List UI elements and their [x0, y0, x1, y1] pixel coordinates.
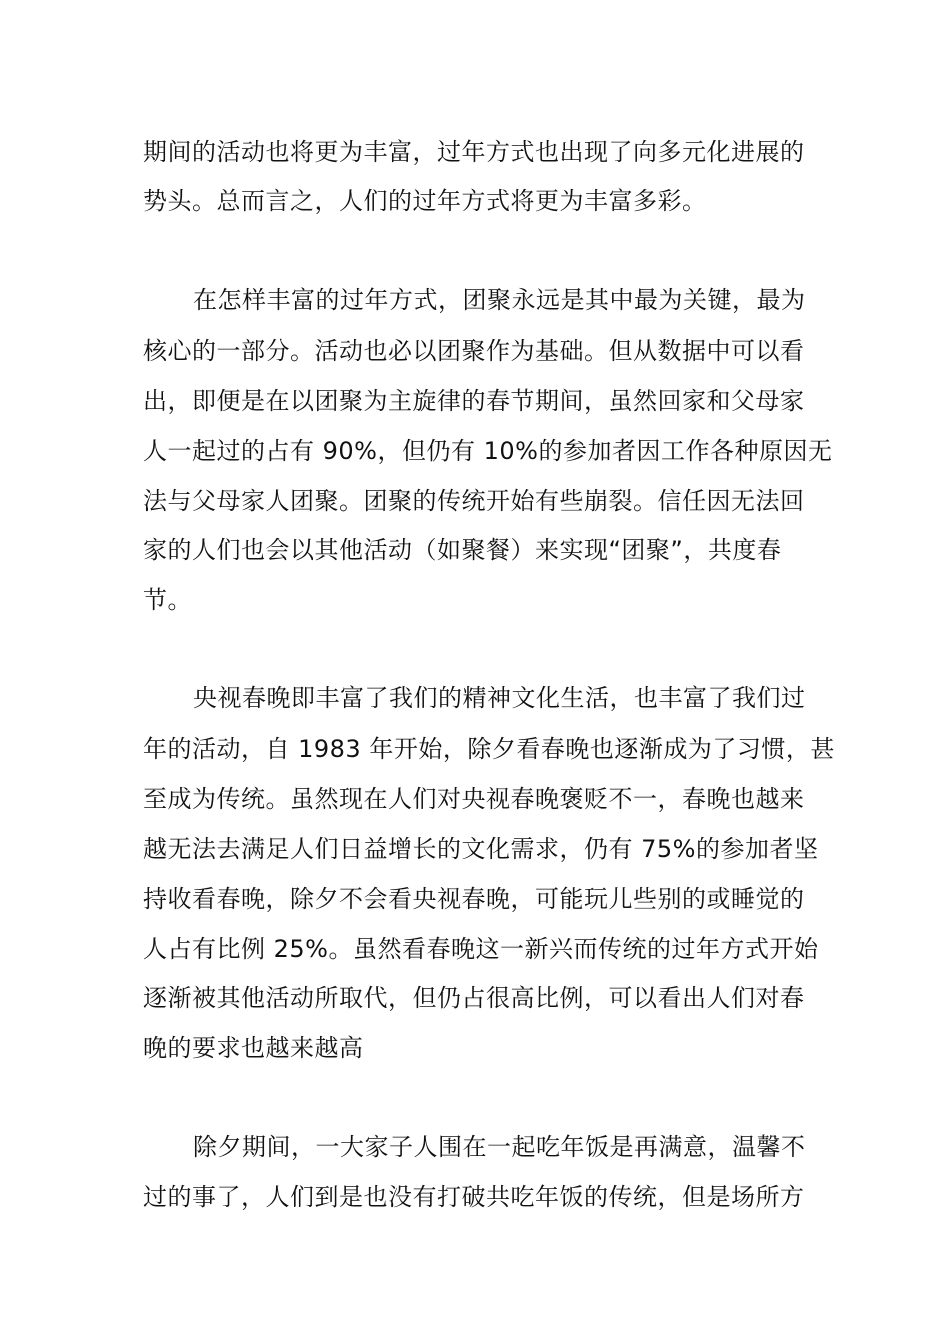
text-line: 期间的活动也将更为丰富，过年方式也出现了向多元化进展的 — [143, 138, 805, 166]
text-line: 越无法去满足人们日益增长的文化需求，仍有 75%的参加者坚 — [143, 835, 819, 863]
text-line: 人一起过的占有 90%，但仍有 10%的参加者因工作各种原因无 — [143, 437, 833, 465]
text-line: 持收看春晚，除夕不会看央视春晚，可能玩儿些别的或睡觉的 — [143, 885, 805, 913]
text-line: 晚的要求也越来越高 — [143, 1034, 364, 1062]
text-line: 出，即便是在以团聚为主旋律的春节期间，虽然回家和父母家 — [143, 387, 805, 415]
text-line: 势头。总而言之，人们的过年方式将更为丰富多彩。 — [143, 187, 707, 215]
text-line: 逐渐被其他活动所取代，但仍占很高比例，可以看出人们对春 — [143, 984, 805, 1012]
text-line: 在怎样丰富的过年方式，团聚永远是其中最为关键，最为 — [193, 286, 806, 314]
text-line: 家的人们也会以其他活动（如聚餐）来实现“团聚”，共度春 — [143, 536, 782, 564]
text-line: 过的事了，人们到是也没有打破共吃年饭的传统，但是场所方 — [143, 1183, 805, 1211]
text-line: 节。 — [143, 586, 192, 614]
text-line: 人占有比例 25%。虽然看春晚这一新兴而传统的过年方式开始 — [143, 935, 819, 963]
text-line: 央视春晚即丰富了我们的精神文化生活，也丰富了我们过 — [193, 684, 806, 712]
text-line: 除夕期间，一大家子人围在一起吃年饭是再满意，温馨不 — [193, 1133, 806, 1161]
text-line: 核心的一部分。活动也必以团聚作为基础。但从数据中可以看 — [143, 337, 805, 365]
text-line: 至成为传统。虽然现在人们对央视春晚褒贬不一，春晚也越来 — [143, 785, 805, 813]
text-line: 法与父母家人团聚。团聚的传统开始有些崩裂。信任因无法回 — [143, 487, 805, 515]
text-line: 年的活动，自 1983 年开始，除夕看春晚也逐渐成为了习惯，甚 — [143, 735, 835, 763]
